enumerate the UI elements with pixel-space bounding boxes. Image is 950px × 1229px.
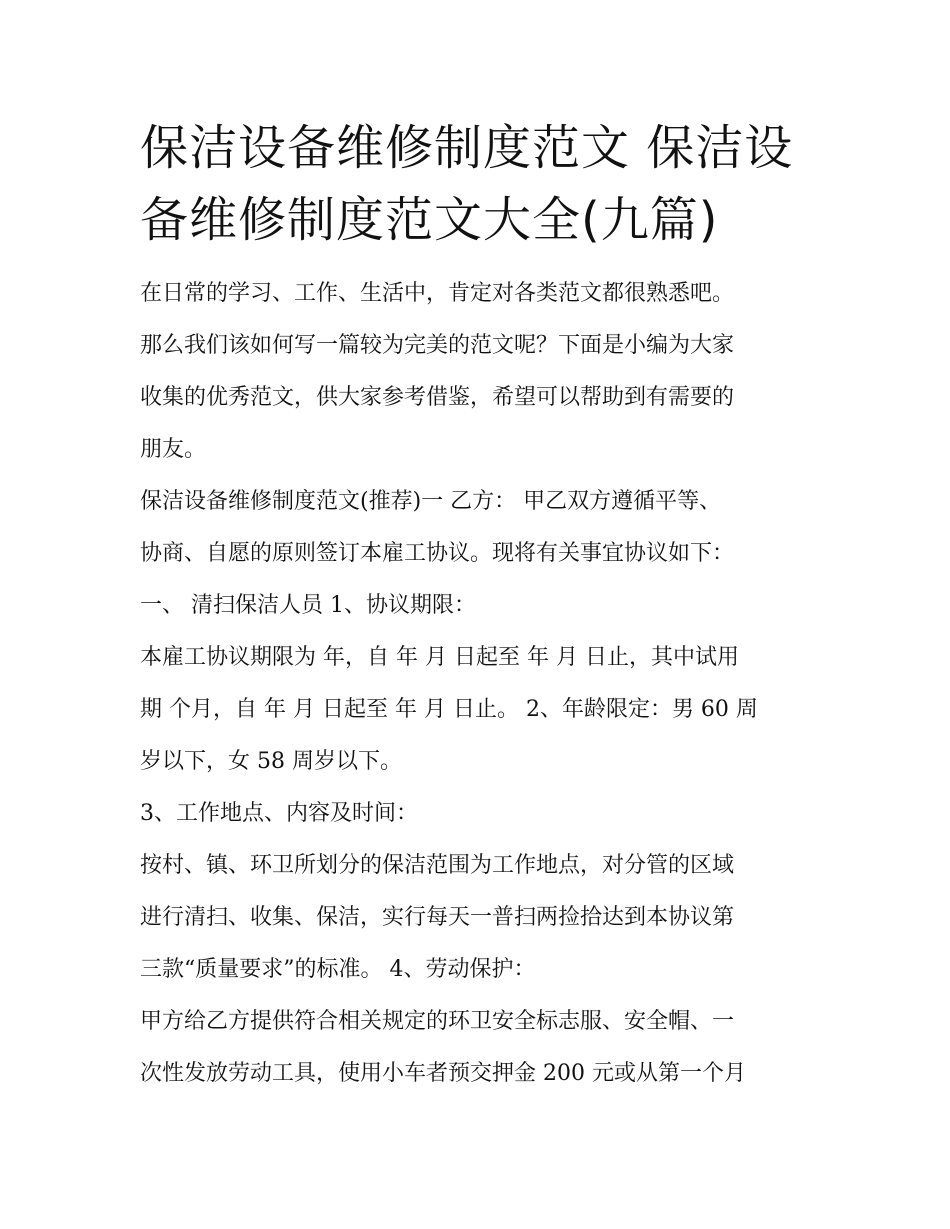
paragraph-line: 协商、自愿的原则签订本雇工协议。现将有关事宜协议如下： (140, 541, 735, 566)
work-content-paragraph (140, 840, 820, 996)
agreement-intro-paragraph (140, 476, 820, 580)
title-line: 备维修制度范文大全(九篇) (140, 192, 719, 248)
paragraph-line: 按村、镇、环卫所划分的保洁范围为工作地点，对分管的区域 (140, 853, 735, 878)
title-line: 保洁设备维修制度范文 保洁设 (140, 120, 794, 176)
agreement-term-paragraph (140, 632, 820, 788)
paragraph-line: 期 个月，自 年 月 日起至 年 月 日止。 2、年龄限定：男 60 周 (140, 697, 758, 722)
document-title (140, 112, 820, 256)
paragraph-line: 甲方给乙方提供符合相关规定的环卫安全标志服、安全帽、一 (140, 1009, 735, 1034)
paragraph-line: 本雇工协议期限为 年，自 年 月 日起至 年 月 日止，其中试用 (140, 645, 739, 670)
paragraph-line: 三款“质量要求”的标准。 4、劳动保护： (140, 957, 536, 982)
paragraph-line: 3、工作地点、内容及时间： (140, 801, 418, 826)
paragraph-line: 收集的优秀范文，供大家参考借鉴，希望可以帮助到有需要的 (140, 385, 735, 410)
document-content (140, 112, 820, 1100)
paragraph-line: 一、 清扫保洁人员 1、协议期限： (140, 593, 476, 618)
labor-protection-paragraph (140, 996, 820, 1100)
intro-paragraph (140, 268, 820, 476)
paragraph-line: 那么我们该如何写一篇较为完美的范文呢？下面是小编为大家 (140, 333, 735, 358)
paragraph-line: 朋友。 (140, 437, 207, 462)
paragraph-line: 进行清扫、收集、保洁，实行每天一普扫两捡拾达到本协议第 (140, 905, 735, 930)
work-location-heading-paragraph (140, 788, 820, 840)
paragraph-line: 保洁设备维修制度范文(推荐)一 乙方： 甲乙双方遵循平等、 (140, 489, 722, 514)
paragraph-line: 在日常的学习、工作、生活中，肯定对各类范文都很熟悉吧。 (140, 281, 735, 306)
section-heading-paragraph (140, 580, 820, 632)
title-spacing (140, 256, 820, 268)
paragraph-line: 岁以下，女 58 周岁以下。 (140, 749, 402, 774)
paragraph-line: 次性发放劳动工具，使用小车者预交押金 200 元或从第一个月 (140, 1061, 746, 1086)
